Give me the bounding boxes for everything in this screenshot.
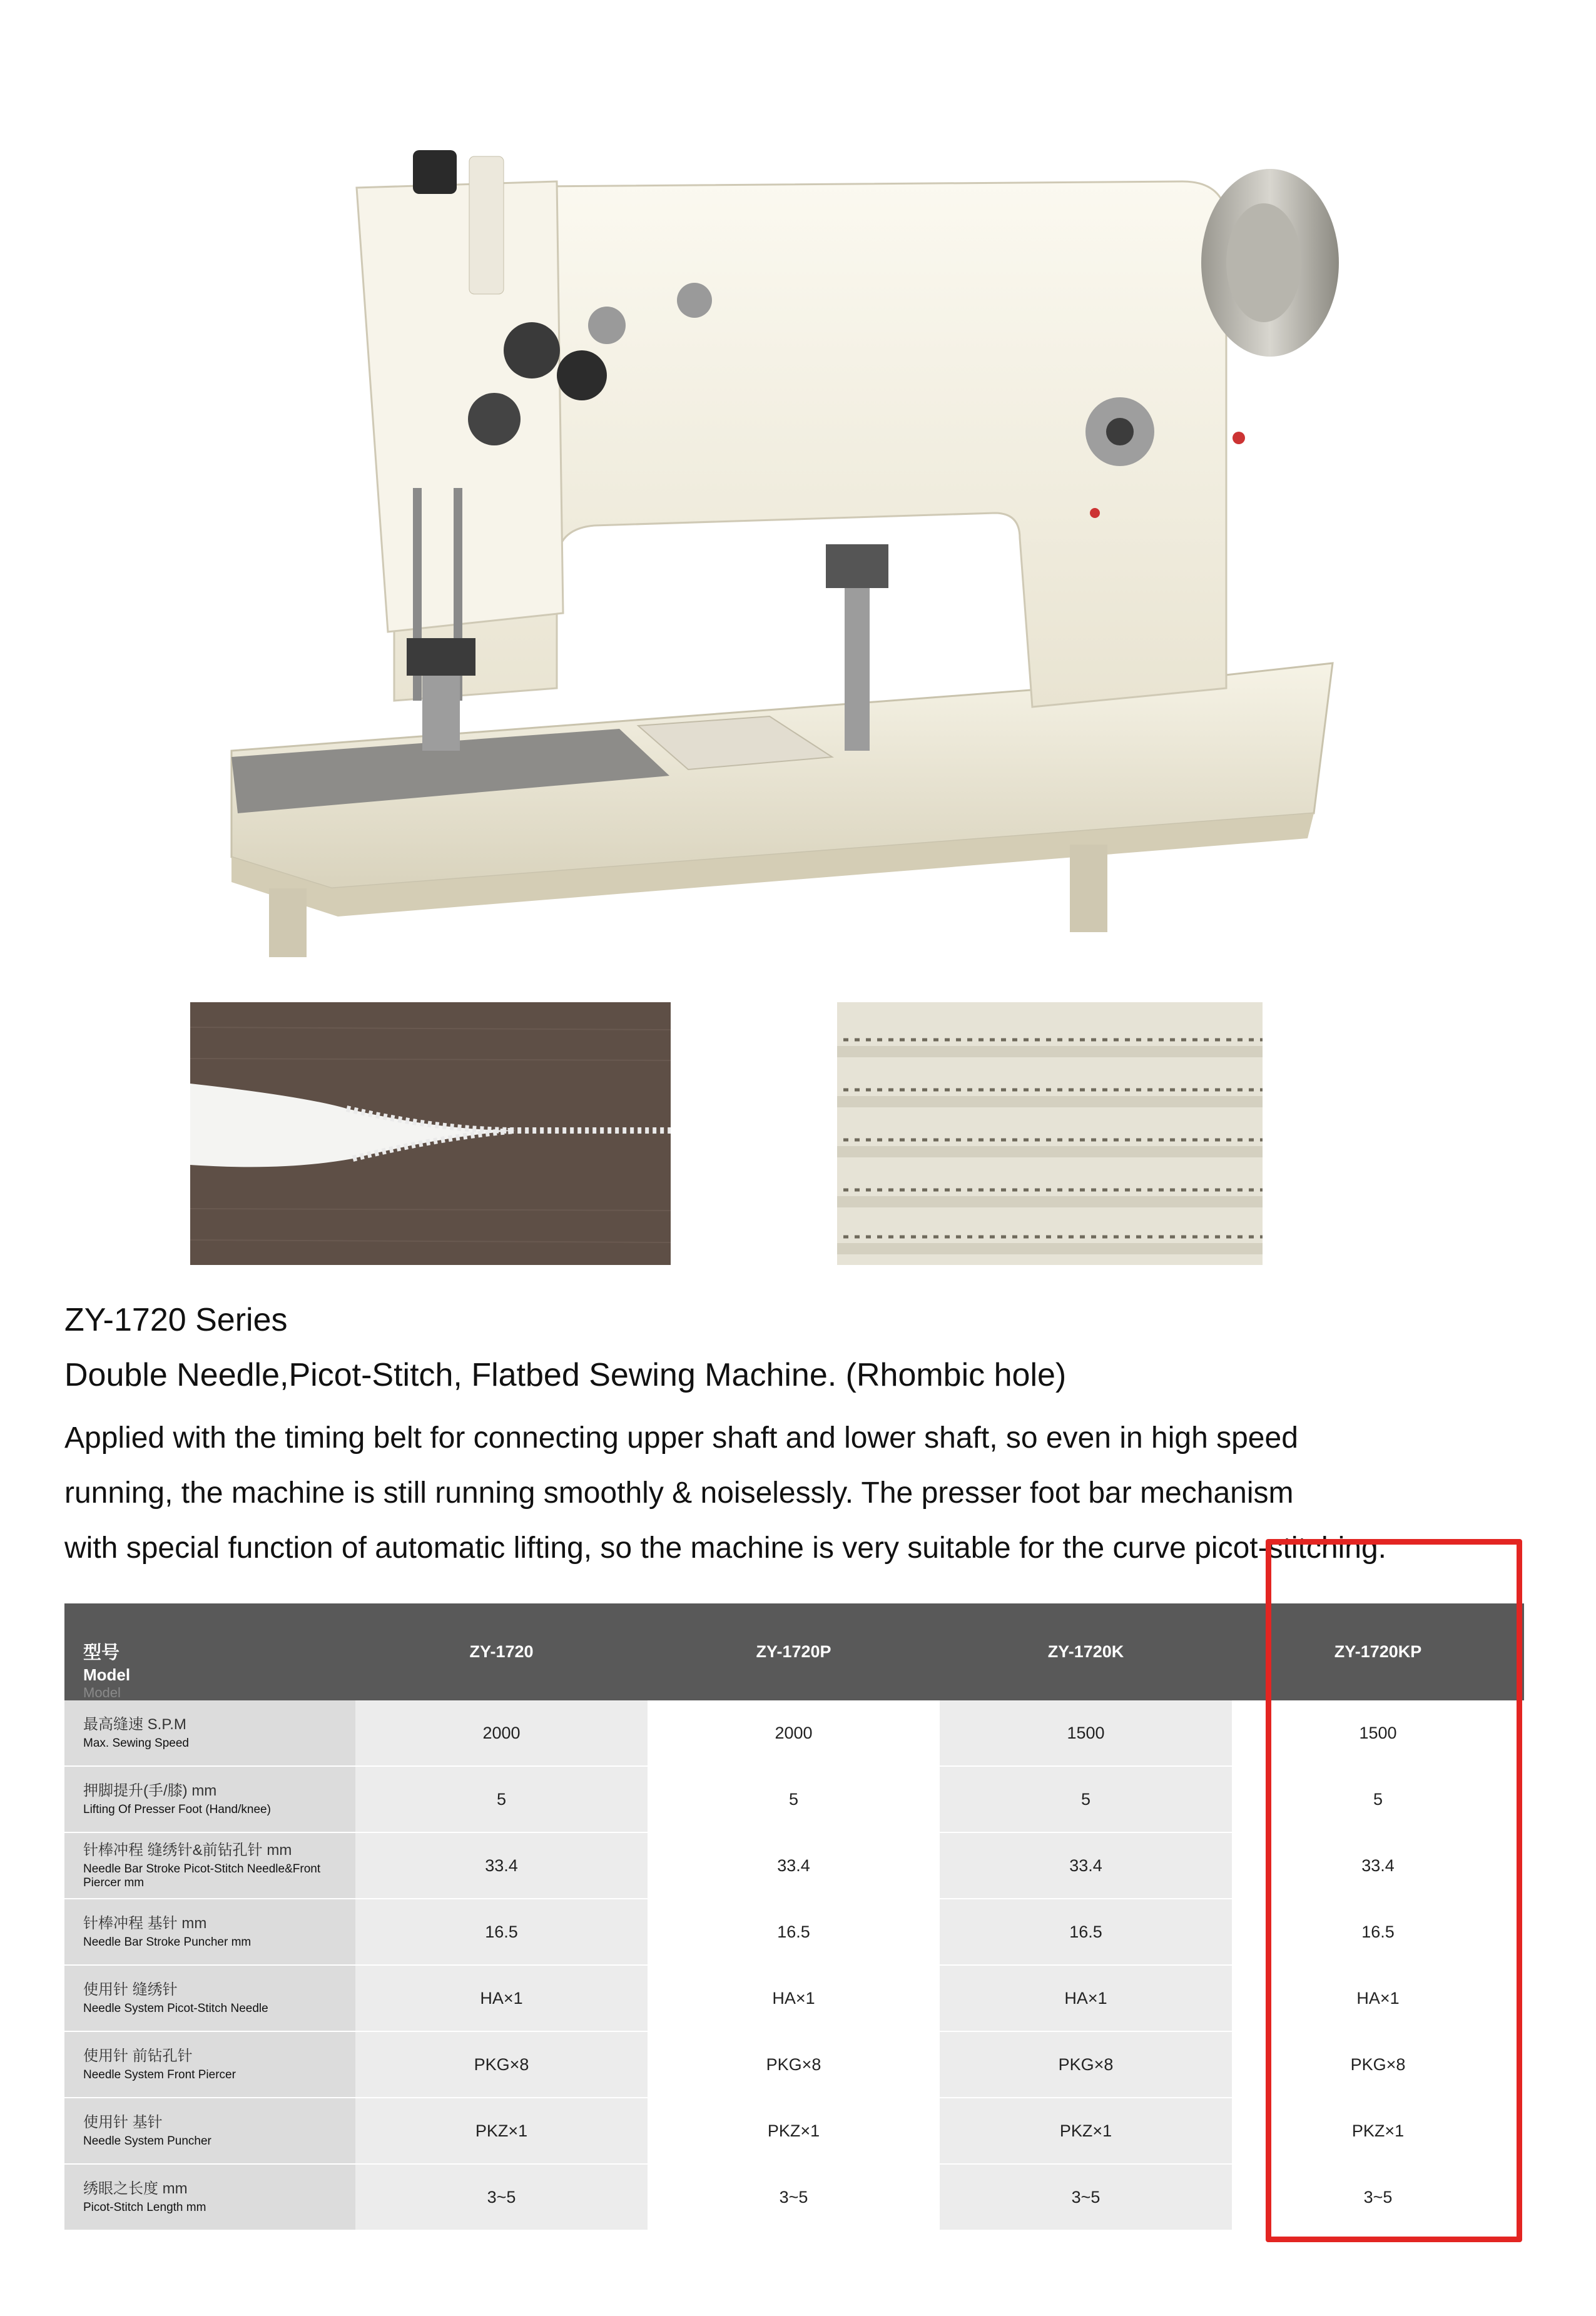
table-cell: 1500: [940, 1700, 1232, 1766]
table-cell: 16.5: [648, 1899, 940, 1965]
fabric-sample-brown: [190, 1002, 671, 1265]
table-cell: HA×1: [940, 1965, 1232, 2031]
table-cell: 2000: [355, 1700, 648, 1766]
table-cell: 16.5: [1232, 1899, 1524, 1965]
row-label-en: Needle Bar Stroke Picot-Stitch Needle&Front Piercer mm: [83, 1862, 321, 1889]
fabric-sample-white: [837, 1002, 1263, 1265]
header-label-cn: 型号: [83, 1642, 120, 1663]
description-line: running, the machine is still running smoothly & noiselessly. The presser foot bar mechanism: [64, 1476, 1294, 1510]
table-cell: 5: [1232, 1766, 1524, 1832]
table-cell: 5: [648, 1766, 940, 1832]
header-model: ZY-1720KP: [1232, 1603, 1524, 1700]
row-label: [64, 2031, 355, 2098]
table-cell: 33.4: [940, 1832, 1232, 1899]
row-label-en: Needle System Front Piercer: [83, 2068, 236, 2081]
machine-subtitle: Double Needle,Picot-Stitch, Flatbed Sewing Machine. (Rhombic hole): [64, 1357, 1067, 1393]
table-cell: 3~5: [940, 2164, 1232, 2230]
table-cell: 33.4: [1232, 1832, 1524, 1899]
description-line: Applied with the timing belt for connecting upper shaft and lower shaft, so even in high speed: [64, 1421, 1298, 1455]
row-label-cn: 绣眼之长度 mm: [83, 2180, 188, 2197]
row-label-cn: 最高缝速 S.P.M: [83, 1716, 186, 1733]
table-cell: 3~5: [355, 2164, 648, 2230]
row-label: [64, 1832, 355, 1899]
table-cell: HA×1: [1232, 1965, 1524, 2031]
table-cell: 3~5: [648, 2164, 940, 2230]
table-cell: 2000: [648, 1700, 940, 1766]
table-cell: 33.4: [355, 1832, 648, 1899]
table-cell: 16.5: [355, 1899, 648, 1965]
row-label-en: Needle System Picot-Stitch Needle: [83, 2002, 268, 2015]
table-cell: PKZ×1: [648, 2098, 940, 2164]
row-label-cn: 针棒冲程 基针 mm: [83, 1915, 207, 1932]
row-label-en: Needle System Puncher: [83, 2135, 211, 2148]
row-label-en: Max. Sewing Speed: [83, 1737, 189, 1750]
row-label-cn: 使用针 基针: [83, 2114, 163, 2131]
row-label-cn: 使用针 缝绣针: [83, 1981, 178, 1998]
table-cell: PKG×8: [940, 2031, 1232, 2098]
row-label: [64, 2164, 355, 2230]
table-cell: 1500: [1232, 1700, 1524, 1766]
highlight-box: [1266, 1539, 1522, 2242]
row-label-en: Lifting Of Presser Foot (Hand/knee): [83, 1803, 271, 1816]
header-label-en: Model: [83, 1665, 131, 1684]
header-model: ZY-1720K: [940, 1603, 1232, 1700]
row-label-en: Needle Bar Stroke Puncher mm: [83, 1936, 252, 1949]
sewing-machine-image: [206, 138, 1433, 970]
row-label: [64, 1766, 355, 1832]
row-label-cn: 使用针 前钻孔针: [83, 2048, 193, 2065]
table-cell: 5: [940, 1766, 1232, 1832]
series-title: ZY-1720 Series: [64, 1302, 288, 1338]
row-label: [64, 1700, 355, 1766]
table-cell: HA×1: [355, 1965, 648, 2031]
row-label: [64, 1965, 355, 2031]
description-line: with special function of automatic lifting, so the machine is very suitable for the curve picot-stitching.: [64, 1531, 1387, 1565]
table-cell: PKG×8: [648, 2031, 940, 2098]
table-cell: 16.5: [940, 1899, 1232, 1965]
row-label-cn: 针棒冲程 缝绣针&前钻孔针 mm: [83, 1842, 292, 1859]
row-label: [64, 2098, 355, 2164]
row-label-cn: 押脚提升(手/膝) mm: [83, 1782, 217, 1799]
table-cell: 3~5: [1232, 2164, 1524, 2230]
table-cell: PKG×8: [1232, 2031, 1524, 2098]
header-model: ZY-1720P: [648, 1603, 940, 1700]
table-cell: 33.4: [648, 1832, 940, 1899]
table-cell: 5: [355, 1766, 648, 1832]
table-cell: PKZ×1: [1232, 2098, 1524, 2164]
table-cell: PKG×8: [355, 2031, 648, 2098]
row-label: [64, 1899, 355, 1965]
header-model-label: 型号 Model Model: [64, 1603, 355, 1700]
header-model: ZY-1720: [355, 1603, 648, 1700]
table-cell: PKZ×1: [940, 2098, 1232, 2164]
table-cell: HA×1: [648, 1965, 940, 2031]
table-cell: PKZ×1: [355, 2098, 648, 2164]
row-label-en: Picot-Stitch Length mm: [83, 2201, 206, 2214]
